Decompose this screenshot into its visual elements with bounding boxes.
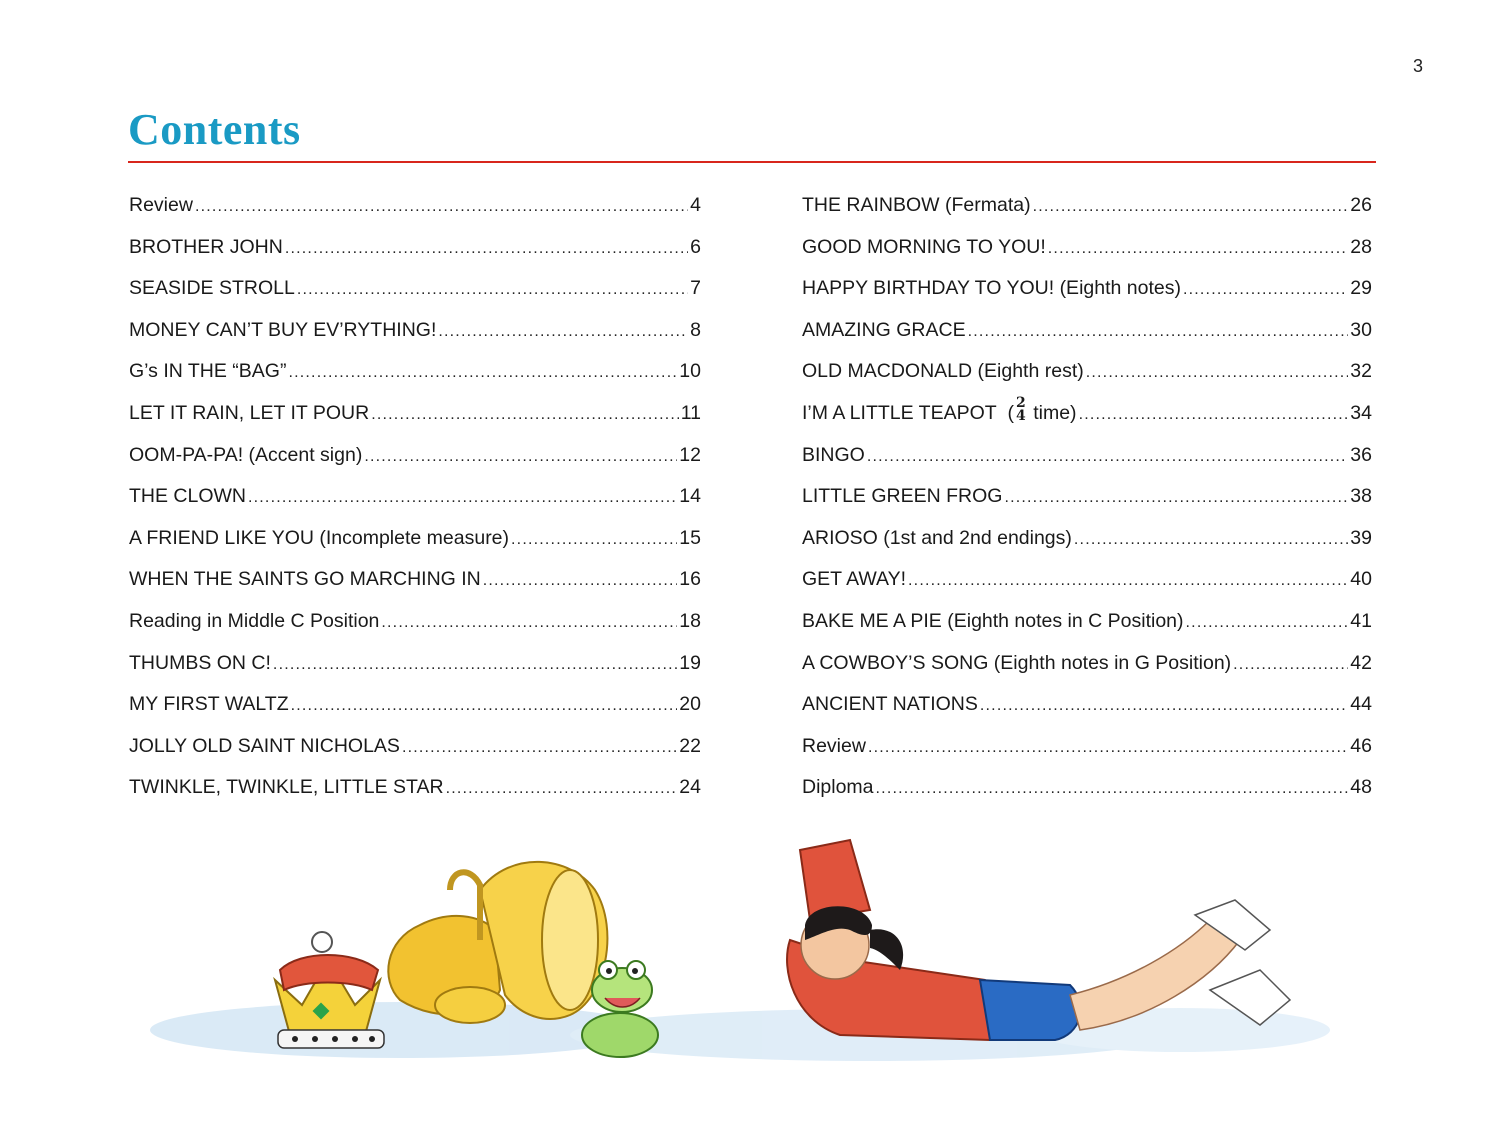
toc-entry-page: 12 [679, 443, 701, 466]
toc-entry-title: BAKE ME A PIE (Eighth notes in C Position) [802, 609, 1184, 632]
toc-entry-page: 30 [1350, 318, 1372, 341]
toc-entry-page: 20 [679, 693, 701, 716]
toc-entry-page: 42 [1350, 651, 1372, 674]
toc-entry-title: Review [802, 734, 866, 757]
toc-leader-dots [511, 525, 677, 555]
toc-entry-title-text: I’M A LITTLE TEAPOT [802, 401, 997, 424]
toc-leader-dots [1079, 400, 1349, 430]
crown-icon [275, 932, 384, 1048]
toc-entry-page: 15 [679, 526, 701, 549]
toc-entry [802, 273, 1372, 315]
toc-entry [802, 481, 1372, 523]
toc-entry [129, 523, 701, 565]
toc-entry-page: 36 [1350, 443, 1372, 466]
toc-entry-title: I’M A LITTLE TEAPOT ( 2 4 time) [802, 394, 1077, 424]
toc-entry-page: 19 [679, 651, 701, 674]
toc-entry-page: 38 [1350, 485, 1372, 508]
toc-entry-page: 24 [679, 776, 701, 799]
toc-entry-title: BROTHER JOHN [129, 235, 283, 258]
toc-entry-title: GOOD MORNING TO YOU! [802, 235, 1046, 258]
toc-entry-page: 11 [680, 401, 701, 424]
toc-entry-title: WHEN THE SAINTS GO MARCHING IN [129, 568, 481, 591]
toc-leader-dots [1233, 650, 1348, 680]
toc-leader-dots [438, 317, 688, 347]
toc-leader-dots [1033, 192, 1349, 222]
toc-leader-dots [364, 442, 677, 472]
toc-entry-title: OOM-PA-PA! (Accent sign) [129, 443, 363, 466]
toc-leader-dots [876, 774, 1349, 804]
toc-entry-page: 40 [1350, 568, 1372, 591]
page-title: Contents [128, 105, 301, 154]
toc-entry-title: ARIOSO (1st and 2nd endings) [802, 526, 1072, 549]
tuba-icon [388, 862, 607, 1023]
toc-entry-title: G’s IN THE “BAG” [129, 360, 287, 383]
toc-entry-title: SEASIDE STROLL [129, 277, 295, 300]
toc-entry-page: 10 [679, 360, 701, 383]
toc-entry [129, 398, 701, 440]
toc-entry-title: GET AWAY! [802, 568, 907, 591]
toc-entry [802, 772, 1372, 814]
toc-leader-dots [1074, 525, 1348, 555]
toc-entry [802, 440, 1372, 482]
toc-entry [802, 606, 1372, 648]
toc-entry-page: 14 [679, 485, 701, 508]
toc-entry-title: THE CLOWN [129, 485, 246, 508]
toc-entry-title: LET IT RAIN, LET IT POUR [129, 401, 370, 424]
toc-entry-title: TWINKLE, TWINKLE, LITTLE STAR [129, 776, 444, 799]
toc-entry-title: Diploma [802, 776, 874, 799]
toc-entry [802, 356, 1372, 398]
toc-leader-dots [968, 317, 1349, 347]
toc-entry [802, 564, 1372, 606]
toc-entry [802, 731, 1372, 773]
title-rule [128, 161, 1376, 163]
toc-entry [129, 481, 701, 523]
toc-entry [129, 648, 701, 690]
toc-entry-page: 16 [679, 568, 701, 591]
toc-entry-page: 29 [1350, 277, 1372, 300]
toc-entry-title: Reading in Middle C Position [129, 609, 380, 632]
toc-entry [129, 315, 701, 357]
toc-entry [129, 440, 701, 482]
toc-entry-page: 41 [1350, 609, 1372, 632]
toc-entry-page: 34 [1350, 401, 1372, 424]
toc-leader-dots [371, 400, 679, 430]
toc-leader-dots [1086, 358, 1349, 388]
toc-left-column [129, 190, 701, 814]
toc-entry-title: A FRIEND LIKE YOU (Incomplete measure) [129, 526, 510, 549]
toc-leader-dots [446, 774, 678, 804]
toc-leader-dots [291, 691, 678, 721]
time-signature-top: 2 [1016, 394, 1026, 411]
toc-leader-dots [1186, 608, 1349, 638]
toc-leader-dots [1048, 234, 1349, 264]
toc-entry [802, 523, 1372, 565]
toc-entry-title: BINGO [802, 443, 865, 466]
toc-entry-title: A COWBOY’S SONG (Eighth notes in G Position) [802, 651, 1232, 674]
toc-entry [802, 394, 1372, 440]
illustration [150, 830, 1330, 1080]
toc-entry-suffix: time) [1033, 401, 1077, 424]
toc-leader-dots [1004, 483, 1348, 513]
toc-leader-dots [868, 733, 1348, 763]
toc-entry-page: 46 [1350, 734, 1372, 757]
toc-entry-page: 8 [690, 318, 701, 341]
toc-leader-dots [908, 566, 1348, 596]
toc-entry-page: 6 [690, 235, 701, 258]
toc-entry-page: 39 [1350, 526, 1372, 549]
toc-leader-dots [1183, 275, 1348, 305]
toc-leader-dots [980, 691, 1348, 721]
toc-entry-title: ANCIENT NATIONS [802, 693, 978, 716]
toc-leader-dots [195, 192, 688, 222]
toc-entry-title: MY FIRST WALTZ [129, 693, 289, 716]
toc-leader-dots [285, 234, 688, 264]
toc-leader-dots [297, 275, 688, 305]
toc-entry [129, 356, 701, 398]
toc-leader-dots [867, 442, 1348, 472]
toc-entry-title: JOLLY OLD SAINT NICHOLAS [129, 734, 400, 757]
toc-entry-page: 48 [1350, 776, 1372, 799]
toc-entry [802, 648, 1372, 690]
toc-entry-page: 28 [1350, 235, 1372, 258]
toc-entry-page: 26 [1350, 194, 1372, 216]
toc-entry-title: LITTLE GREEN FROG [802, 485, 1003, 508]
toc-entry [129, 273, 701, 315]
toc-entry-title: THUMBS ON C! [129, 651, 271, 674]
toc-entry-page: 44 [1350, 693, 1372, 716]
toc-entry-page: 32 [1350, 360, 1372, 383]
toc-entry-title: MONEY CAN’T BUY EV’RYTHING! [129, 318, 437, 341]
toc-entry-title: Review [129, 194, 193, 216]
toc-entry [802, 689, 1372, 731]
toc-entry-title: HAPPY BIRTHDAY TO YOU! (Eighth notes) [802, 277, 1181, 300]
toc-leader-dots [381, 608, 677, 638]
toc-entry [802, 190, 1372, 232]
toc-entry [129, 689, 701, 731]
toc-entry-title: THE RAINBOW (Fermata) [802, 194, 1031, 216]
time-signature-bottom: 4 [1016, 407, 1026, 424]
toc-leader-dots [273, 650, 677, 680]
page-number: 3 [1412, 56, 1423, 76]
toc-entry [129, 232, 701, 274]
toc-entry-page: 4 [690, 194, 701, 216]
toc-entry [802, 232, 1372, 274]
toc-entry [129, 190, 701, 232]
toc-leader-dots [288, 358, 677, 388]
toc-entry [802, 315, 1372, 357]
toc-right-column [802, 190, 1372, 814]
toc-entry-page: 7 [690, 277, 701, 300]
time-signature [1016, 394, 1026, 424]
toc-entry-title: AMAZING GRACE [802, 318, 966, 341]
toc-leader-dots [248, 483, 677, 513]
toc-entry [129, 606, 701, 648]
toc-entry [129, 772, 701, 814]
toc-leader-dots [402, 733, 677, 763]
toc-entry [129, 564, 701, 606]
toc-entry-title: OLD MACDONALD (Eighth rest) [802, 360, 1084, 383]
toc-leader-dots [483, 566, 678, 596]
toc-entry-page: 18 [679, 609, 701, 632]
toc-entry-page: 22 [679, 734, 701, 757]
toc-entry [129, 731, 701, 773]
